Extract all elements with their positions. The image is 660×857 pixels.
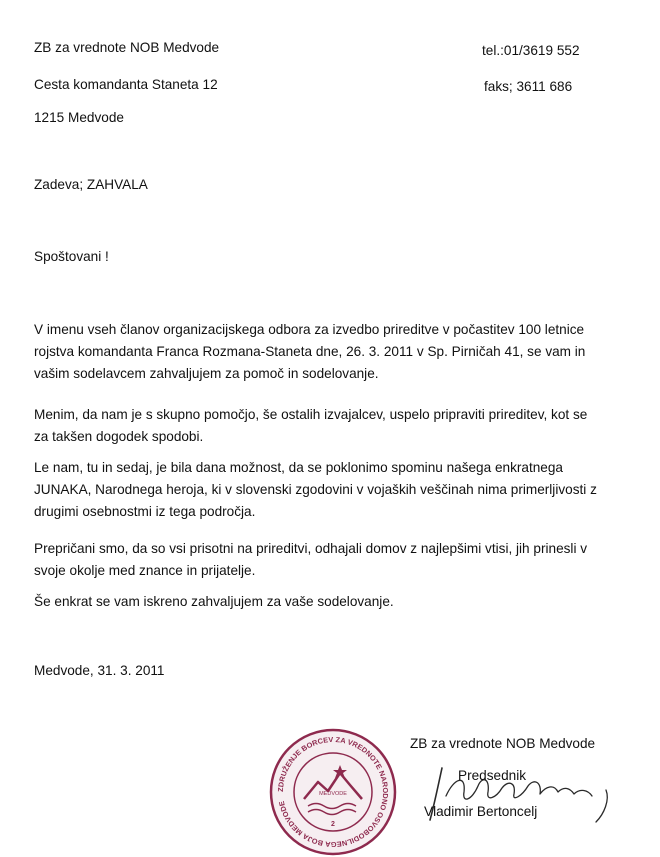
paragraph-line: svoje okolje med znance in prijatelje. [34, 563, 256, 578]
signature-org: ZB za vrednote NOB Medvode [410, 736, 596, 751]
sender-org: ZB za vrednote NOB Medvode [34, 40, 220, 55]
sender-street: Cesta komandanta Staneta 12 [34, 77, 218, 92]
date-line: Medvode, 31. 3. 2011 [34, 663, 165, 678]
sender-fax: faks; 3611 686 [484, 79, 573, 94]
paragraph-line: rojstva komandanta Franca Rozmana-Staneta dne, 26. 3. 2011 v Sp. Pirničah 41, se vam in [34, 344, 586, 359]
paragraph-line: Še enkrat se vam iskreno zahvaljujem za vaše sodelovanje. [34, 594, 394, 609]
signature-stroke [596, 790, 607, 822]
paragraph-line: Menim, da nam je s skupno pomočjo, še ostalih izvajalcev, uspelo pripraviti prireditev, kot se [34, 407, 588, 422]
signature-name: Vladimir Bertoncelj [424, 804, 538, 819]
salutation: Spoštovani ! [34, 249, 109, 264]
body-paragraph-5 [34, 591, 634, 613]
sender-city: 1215 Medvode [34, 110, 124, 125]
official-stamp [268, 727, 398, 857]
paragraph-line: vašim sodelavcem zahvaljujem za pomoč in sodelovanje. [34, 366, 379, 381]
subject-line: Zadeva; ZAHVALA [34, 177, 148, 192]
body-paragraph-4 [34, 538, 634, 582]
body-paragraph-1 [34, 319, 634, 385]
stamp-number: 2 [331, 821, 335, 828]
stamp-ring-textpath: ZDRUŽENJE BORCEV ZA VREDNOTE NARODNO OSVOBODILNEGA BOJA MEDVODE [275, 734, 391, 850]
signature-role: Predsednik [458, 768, 527, 783]
paragraph-line: za takšen dogodek spodobi. [34, 429, 204, 444]
paragraph-line: V imenu vseh članov organizacijskega odbora za izvedbo prireditve v počastitev 100 letnice [34, 322, 585, 337]
sender-tel: tel.:01/3619 552 [482, 43, 580, 58]
paragraph-line: JUNAKA, Narodnega heroja, ki v slovenski zgodovini v vojaških veščinah nima primerljivosti z [34, 482, 597, 497]
stamp-center-label: MEDVODE [319, 791, 347, 797]
body-paragraph-3 [34, 457, 634, 523]
paragraph-line: drugimi osebnostmi iz tega področja. [34, 504, 256, 519]
paragraph-line: Le nam, tu in sedaj, je bila dana možnost, da se poklonimo spominu našega enkratnega [34, 460, 563, 475]
paragraph-line: Prepričani smo, da so vsi prisotni na prireditvi, odhajali domov z najlepšimi vtisi, jih prinesli v [34, 541, 588, 556]
body-paragraph-2 [34, 404, 634, 448]
